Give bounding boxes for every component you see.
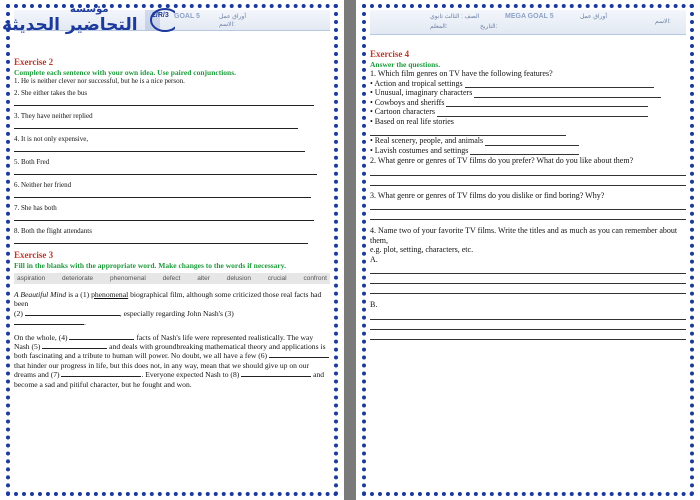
feature-text: • Based on real life stories (370, 116, 454, 126)
ex2-item-4 (14, 135, 330, 144)
exercise-4-title: Exercise 4 (370, 49, 410, 59)
page-header (370, 10, 686, 35)
p2-text-a: On the whole, (4) (14, 332, 70, 342)
blank-4[interactable] (69, 339, 134, 340)
answer-label-b: B. (370, 300, 378, 309)
exercise-3-instruction: Fill in the blanks with the appropriate word. Make changes to the words if necessary. (14, 261, 286, 270)
ex2-item-5 (14, 158, 330, 167)
answer-line[interactable] (370, 210, 686, 220)
brand-prefix: مؤسسة (70, 4, 109, 15)
word-bank (14, 273, 330, 284)
feature-item (370, 98, 648, 108)
header-worksheet: أوراق عمل (219, 14, 247, 20)
question-3: 3. What genre or genres of TV films do you dislike or find boring? Why? (370, 190, 605, 200)
question-2: 2. What genre or genres of TV films do you prefer? What do you like about them? (370, 156, 634, 165)
ex3-paragraph-2 (14, 333, 330, 389)
ex2-item-4-text: 4. It is not only expensive, (14, 135, 89, 143)
feature-text: • Real scenery, people, and animals (370, 136, 484, 145)
word-bank-item: crucial (267, 275, 287, 282)
header-date: التاريخ: (480, 24, 498, 30)
answer-line[interactable] (370, 320, 686, 330)
brand-name: التحاضير الحديثة (2, 15, 138, 35)
ex2-answer-line[interactable] (14, 236, 308, 244)
ex2-item-8 (14, 227, 330, 236)
exercise-3-title: Exercise 3 (14, 250, 54, 260)
ex2-item-1 (14, 77, 330, 86)
ex2-item-2-text: 2. She either takes the bus (14, 89, 88, 97)
feature-item (370, 88, 661, 98)
blank-6[interactable] (269, 357, 329, 358)
ex2-item-5-text: 5. Both Fred (14, 158, 50, 166)
worksheet-page-left (0, 0, 344, 500)
feature-text: • Lavish costumes and settings (370, 145, 469, 155)
feature-item (370, 79, 654, 89)
ex2-item-8-text: 8. Both the flight attendants (14, 227, 92, 235)
ex2-item-7 (14, 204, 330, 213)
p2-text-e: . Everyone expected Nash to (8) (141, 370, 242, 380)
p1-text-b: biographical film, although some criticized those real facts had been (14, 290, 322, 309)
ex2-item-1-text: 1. He is neither clever nor successful, but he is a nice person. (14, 77, 185, 85)
p1-text-a: is a (1) (66, 290, 92, 299)
header-teacher: المعلم: (430, 24, 448, 30)
blank-7[interactable] (61, 376, 141, 377)
header-name-label: الاسم: (655, 19, 671, 25)
word-bank-item: confront (303, 275, 327, 282)
header-grade: الصف : الثالث ثانوي (430, 14, 480, 20)
feature-text: • Cowboys and sheriffs (370, 97, 445, 107)
word-bank-item: aspiration (17, 275, 46, 282)
blank-3[interactable] (14, 324, 84, 325)
answer-line[interactable] (370, 126, 566, 136)
header-name-label: الاسم: (219, 22, 235, 28)
answer-line[interactable] (370, 310, 686, 320)
ex2-item-3-text: 3. They have neither replied (14, 112, 93, 120)
question-4-hint: e.g. plot, setting, characters, etc. (370, 245, 474, 254)
answer-line[interactable] (474, 89, 660, 98)
answer-line[interactable] (470, 146, 578, 155)
feature-text: • Action and tropical settings (370, 78, 463, 88)
brand-logo (0, 2, 175, 42)
feature-item (370, 146, 579, 156)
ex2-answer-line[interactable] (14, 190, 311, 198)
word-bank-item: defect (162, 275, 181, 282)
exercise-3 (14, 250, 330, 389)
answer-line[interactable] (437, 108, 648, 117)
answer-line[interactable] (370, 284, 686, 294)
film-title: A Beautiful Mind (14, 290, 67, 299)
header-goal: MEGA GOAL 5 (505, 13, 554, 20)
ex2-answer-line[interactable] (14, 213, 314, 221)
p1-text-c: (2) (14, 308, 25, 318)
header-worksheet: أوراق عمل (580, 14, 608, 20)
ex2-item-7-text: 7. She has both (14, 204, 57, 212)
word-bank-item: phenomenal (109, 275, 146, 282)
exercise-2-instruction: Complete each sentence with your own idea. Use paired conjunctions. (14, 68, 237, 77)
ex2-answer-line[interactable] (14, 144, 305, 152)
feature-text: • Cartoon characters (370, 107, 435, 116)
question-1: 1. Which film genres on TV have the following features? (370, 69, 553, 78)
answer-line[interactable] (370, 330, 686, 340)
p2-text-f: and become a sad and pitiful character, but he fought and won. (14, 370, 325, 389)
answer-line[interactable] (465, 79, 655, 88)
feature-item (370, 107, 648, 117)
ex2-answer-line[interactable] (14, 121, 298, 129)
blank-5[interactable] (42, 348, 107, 349)
word-bank-item: alter (197, 275, 210, 282)
ex2-answer-line[interactable] (14, 98, 314, 106)
question-4: 4. Name two of your favorite TV films. Write the titles and as much as you can remember about them, (370, 226, 678, 245)
answer-line[interactable] (446, 98, 648, 107)
feature-text: • Unusual, imaginary characters (370, 88, 473, 97)
p1-text-d: , especially regarding John Nash's (3) (119, 308, 234, 318)
answer-line[interactable] (370, 264, 686, 274)
ex2-item-3 (14, 112, 330, 121)
feature-item (370, 136, 579, 146)
ex3-paragraph-1: A Beautiful Mind is a (1) phenomenal biographical film, although some criticized those real facts had been (2) , especially regarding John Nash's (3) . (14, 290, 322, 328)
answer-line[interactable] (370, 176, 686, 186)
blank-2[interactable] (25, 315, 120, 316)
exercise-4 (370, 49, 686, 340)
answer-line[interactable] (370, 166, 686, 176)
exercise-2-title: Exercise 2 (14, 57, 54, 67)
feature-item (370, 117, 560, 127)
answer-line[interactable] (370, 200, 686, 210)
header-goal: GOAL 5 (174, 13, 200, 20)
ex2-item-2 (14, 89, 330, 98)
example-answer: phenomenal (91, 290, 129, 299)
p2-text-c: and deals with groundbreaking mathematical theory and applications is both fascinating and a tribute to human will power. No doubt, we all have a few (6) (14, 342, 326, 361)
ex2-item-6-text: 6. Neither her friend (14, 181, 72, 189)
ex2-answer-line[interactable] (14, 167, 317, 175)
ex2-item-6 (14, 181, 330, 190)
p2-text-d: that hinder our progress in life, but this does not, in any way, mean that we should give up on our dreams and (7) (14, 360, 309, 380)
p2-text-b: facts of Nash's life were represented realistically. The way Nash (5) (14, 332, 314, 352)
worksheet-page-right (356, 0, 700, 500)
answer-line[interactable] (485, 137, 578, 146)
answer-line[interactable] (370, 274, 686, 284)
word-bank-item: delusion (226, 275, 251, 282)
exercise-4-instruction: Answer the questions. (370, 60, 441, 69)
answer-label-a: A. (370, 254, 378, 264)
exercise-2 (14, 57, 330, 244)
word-bank-item: deteriorate (62, 275, 94, 282)
blank-8[interactable] (241, 376, 311, 377)
brand-badge: 2/R/3 (152, 12, 169, 19)
